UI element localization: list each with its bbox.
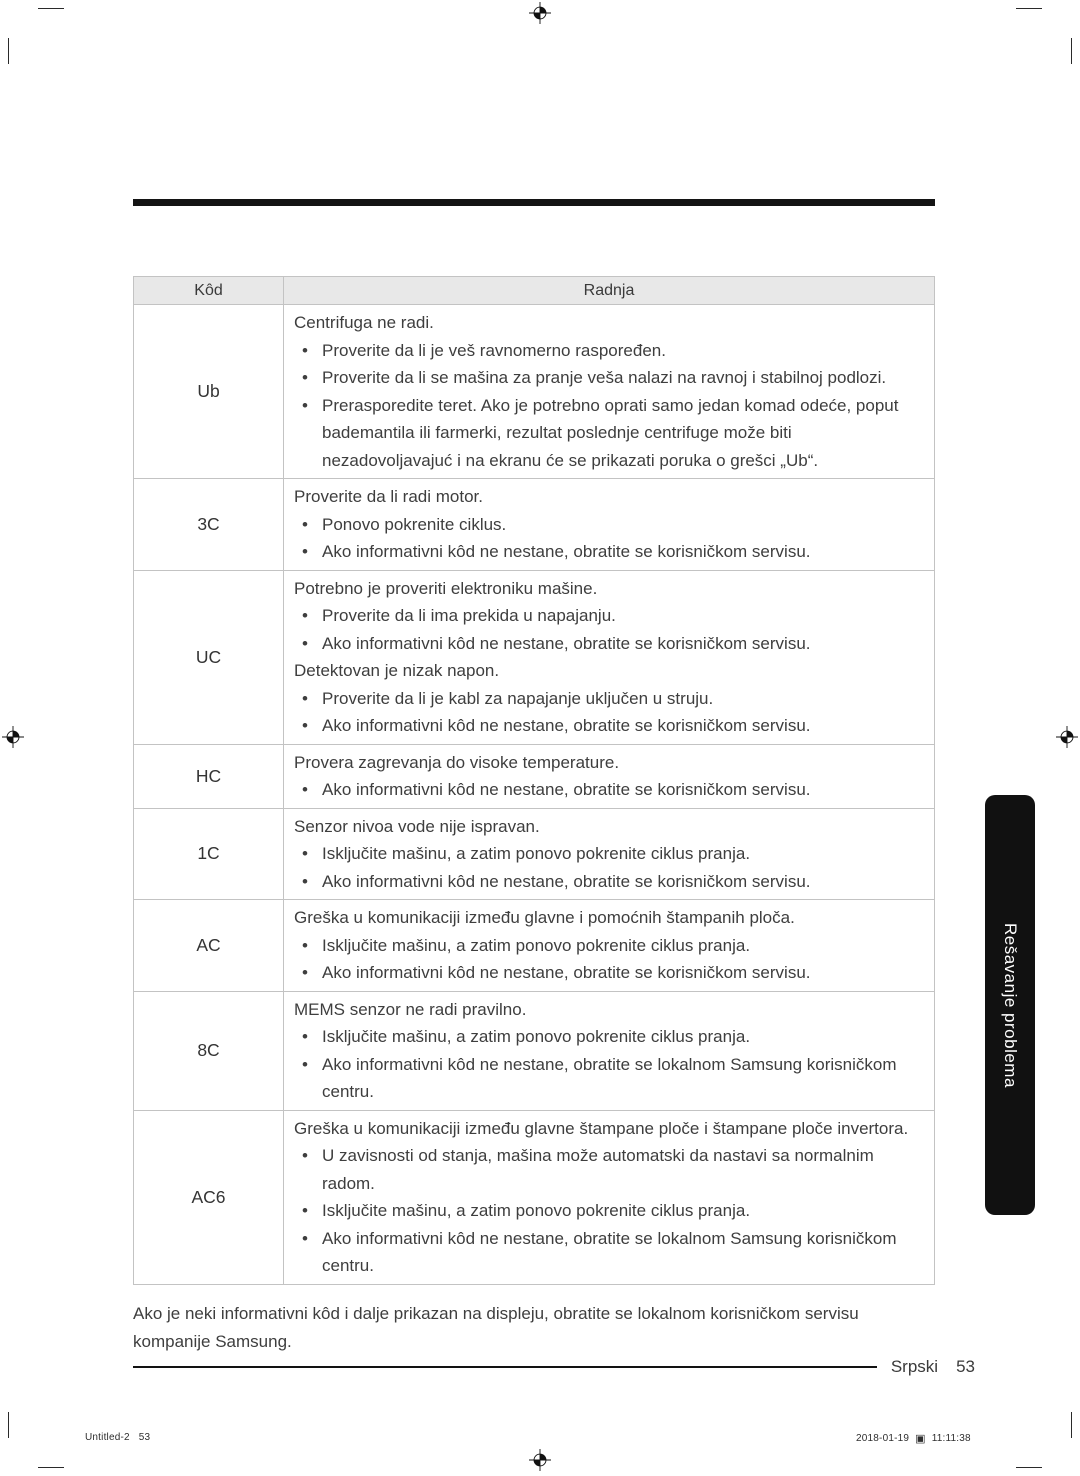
crop-mark: [8, 38, 9, 64]
table-row: [134, 992, 934, 1111]
action-heading-text: Provera zagrevanja do visoke temperature.: [294, 752, 620, 772]
action-bullet-item: • Proverite da li je veš ravnomerno raspoređen.: [294, 337, 920, 365]
print-date: 2018-01-19: [856, 1433, 910, 1444]
print-time: 11:11:38: [931, 1433, 971, 1444]
action-bullet-item: • Ako informativni kôd ne nestane, obratite se lokalnom Samsung korisničkom centru.: [294, 1225, 920, 1280]
crop-mark: [1016, 1467, 1042, 1468]
table-row: [134, 1111, 934, 1284]
action-bullet-item: • Ako informativni kôd ne nestane, obratite se korisničkom servisu.: [294, 712, 920, 740]
registration-mark-icon: [529, 1449, 551, 1471]
action-heading-text: Senzor nivoa vode nije ispravan.: [294, 816, 540, 836]
print-slug-left: [85, 1432, 150, 1443]
crop-mark: [38, 8, 64, 9]
troubleshooting-table: [133, 276, 935, 1285]
action-cell: [284, 745, 934, 808]
print-file-name: Untitled-2: [85, 1432, 130, 1443]
action-bullet-item: • Ako informativni kôd ne nestane, obratite se lokalnom Samsung korisničkom centru.: [294, 1051, 920, 1106]
table-header-action: Radnja: [583, 281, 635, 299]
table-row: [134, 479, 934, 571]
error-code: HC: [134, 745, 284, 808]
error-code: 8C: [134, 992, 284, 1110]
action-bullet-item: • Isključite mašinu, a zatim ponovo pokrenite ciklus pranja.: [294, 1197, 920, 1225]
footer-page-number: 53: [956, 1357, 975, 1376]
action-bullet-item: • Isključite mašinu, a zatim ponovo pokrenite ciklus pranja.: [294, 1023, 920, 1051]
error-code: AC6: [134, 1111, 284, 1284]
action-bullet-item: • Isključite mašinu, a zatim ponovo pokrenite ciklus pranja.: [294, 932, 920, 960]
print-mark-icon: ▣: [915, 1433, 926, 1445]
error-code: UC: [134, 571, 284, 744]
page-footer: [133, 1357, 975, 1377]
crop-mark: [1016, 8, 1042, 9]
action-heading-text: Greška u komunikaciji između glavne štampane ploče i štampane ploče invertora.: [294, 1118, 909, 1138]
action-heading-text: Centrifuga ne radi.: [294, 313, 434, 332]
page-content: [133, 276, 935, 1356]
action-heading-text: Proverite da li radi motor.: [294, 487, 483, 506]
table-header-row: [134, 277, 934, 305]
registration-mark-icon: [2, 726, 24, 748]
table-header-code: Kôd: [134, 277, 284, 304]
action-bullet-item: • Proverite da li se mašina za pranje veša nalazi na ravnoj i stabilnoj podlozi.: [294, 364, 920, 392]
crop-mark: [1071, 38, 1072, 64]
action-bullet-item: • Prerasporedite teret. Ako je potrebno oprati samo jedan komad odeće, poput bademantila ili farmerki, rezultat poslednje centrifuge može biti nezadovoljavajuć i na ekranu će se prikazati poruka o grešci „Ub“.: [294, 392, 920, 475]
action-bullet-item: • Ponovo pokrenite ciklus.: [294, 511, 920, 539]
action-heading-text: Potrebno je proveriti elektroniku mašine.: [294, 578, 598, 598]
action-heading-text: Detektovan je nizak napon.: [294, 661, 500, 680]
action-bullet-item: • Ako informativni kôd ne nestane, obratite se korisničkom servisu.: [294, 630, 920, 658]
footer-rule: [133, 1366, 877, 1368]
error-code: Ub: [134, 305, 284, 478]
registration-mark-icon: [529, 2, 551, 24]
action-cell: [284, 305, 934, 478]
table-body: [134, 305, 934, 1284]
footer-language: Srpski: [890, 1357, 939, 1376]
section-divider-rule: [133, 199, 935, 206]
error-code: 1C: [134, 809, 284, 900]
error-code: 3C: [134, 479, 284, 570]
action-cell: [284, 571, 934, 744]
crop-mark: [8, 1412, 9, 1438]
print-file-page: 53: [138, 1432, 151, 1443]
action-bullet-item: • Proverite da li je kabl za napajanje uključen u struju.: [294, 685, 920, 713]
error-code: AC: [134, 900, 284, 991]
action-heading-text: Greška u komunikaciji između glavne i pomoćnih štampanih ploča.: [294, 908, 795, 927]
action-bullet-item: • Ako informativni kôd ne nestane, obratite se korisničkom servisu.: [294, 776, 920, 804]
action-bullet-item: • Ako informativni kôd ne nestane, obratite se korisničkom servisu.: [294, 868, 920, 896]
action-cell: [284, 1111, 934, 1284]
print-slug-right: [856, 1432, 971, 1445]
action-cell: [284, 992, 934, 1110]
table-row: [134, 745, 934, 809]
action-cell: [284, 479, 934, 570]
action-cell: [284, 809, 934, 900]
table-row: [134, 809, 934, 901]
action-bullet-item: • Ako informativni kôd ne nestane, obratite se korisničkom servisu.: [294, 959, 920, 987]
chapter-tab: [985, 795, 1035, 1215]
action-bullet-item: • U zavisnosti od stanja, mašina može automatski da nastavi sa normalnim radom.: [294, 1142, 920, 1197]
closing-note: Ako je neki informativni kôd i dalje prikazan na displeju, obratite se lokalnom korisničkom servisu kompanije Samsung.: [133, 1303, 859, 1351]
chapter-tab-label: Rešavanje problema: [1001, 922, 1020, 1088]
action-bullet-item: • Ako informativni kôd ne nestane, obratite se korisničkom servisu.: [294, 538, 920, 566]
table-row: [134, 305, 934, 479]
action-bullet-item: • Proverite da li ima prekida u napajanju.: [294, 602, 920, 630]
table-row: [134, 571, 934, 745]
action-heading-text: MEMS senzor ne radi pravilno.: [294, 999, 527, 1019]
crop-mark: [1071, 1412, 1072, 1438]
registration-mark-icon: [1056, 726, 1078, 748]
crop-mark: [38, 1467, 64, 1468]
action-bullet-item: • Isključite mašinu, a zatim ponovo pokrenite ciklus pranja.: [294, 840, 920, 868]
action-cell: [284, 900, 934, 991]
table-row: [134, 900, 934, 992]
